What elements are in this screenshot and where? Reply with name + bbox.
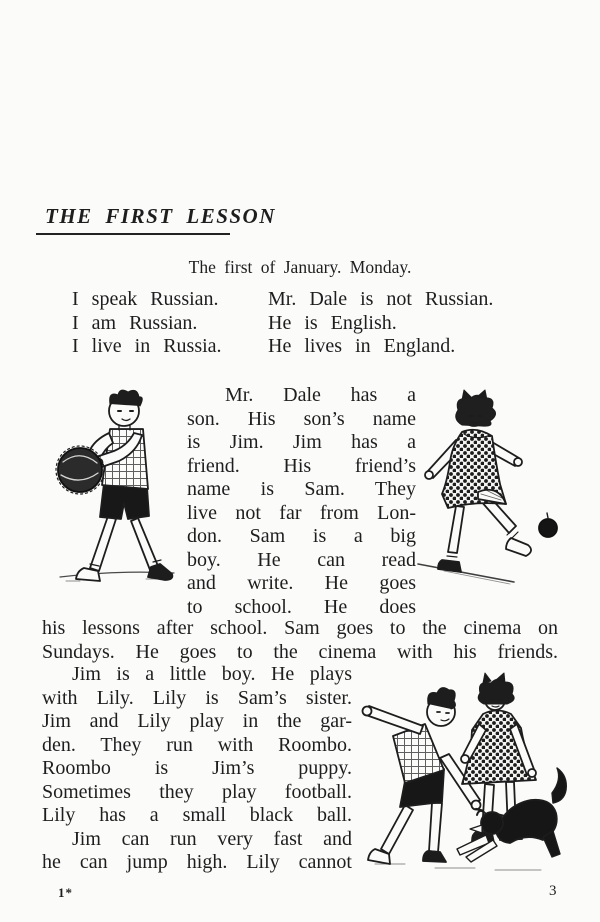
text-line: and write. He goes bbox=[187, 572, 416, 594]
reading-paragraph-left bbox=[42, 663, 352, 875]
illustration-girl-kicking-ball bbox=[414, 388, 566, 594]
drill-line: I am Russian. bbox=[72, 311, 198, 334]
text-line: Sometimes they play football. bbox=[42, 780, 352, 803]
text-line: is Jim. Jim has a bbox=[187, 431, 416, 453]
text-line: Jim is a little boy. He plays bbox=[72, 663, 352, 685]
text-line: Roombo is Jim’s puppy. bbox=[42, 757, 352, 779]
reading-paragraph-wide bbox=[42, 617, 558, 664]
text-line: live not far from Lon- bbox=[187, 501, 416, 524]
drill-line: I live in Russia. bbox=[72, 335, 222, 357]
illustration-boy-with-ball bbox=[46, 384, 196, 596]
text-line: don. Sam is a big bbox=[187, 525, 416, 547]
boy-with-ball-drawing bbox=[46, 384, 196, 596]
text-line: Mr. Dale has a bbox=[225, 384, 416, 406]
page-number: 3 bbox=[549, 883, 557, 899]
title-underline bbox=[36, 233, 230, 235]
dateline: The first of January. Monday. bbox=[188, 257, 412, 277]
children-with-puppy-drawing bbox=[345, 672, 573, 880]
drill-line: I speak Russian. bbox=[72, 288, 219, 310]
text-line: den. They run with Roombo. bbox=[42, 733, 352, 756]
signature-mark: 1* bbox=[58, 885, 73, 900]
text-line: friend. His friend’s bbox=[187, 454, 416, 477]
text-line: Jim can run very fast and bbox=[72, 827, 352, 850]
drill-column-left bbox=[72, 288, 222, 359]
text-line: his lessons after school. Sam goes to the cinema on bbox=[42, 617, 558, 639]
illustration-children-with-puppy bbox=[345, 672, 573, 880]
girl-kicking-ball-drawing bbox=[414, 388, 566, 594]
text-line: to school. He does bbox=[187, 595, 416, 618]
text-line: Sundays. He goes to the cinema with his friends. bbox=[42, 640, 558, 663]
text-line: Lily has a small black ball. bbox=[42, 804, 352, 826]
drill-line: He is English. bbox=[268, 311, 397, 334]
lesson-title: THE FIRST LESSON bbox=[45, 204, 276, 228]
text-line: Jim and Lily play in the gar- bbox=[42, 710, 352, 732]
text-line: son. His son’s name bbox=[187, 407, 416, 430]
reading-paragraph-center bbox=[187, 384, 416, 619]
text-line: with Lily. Lily is Sam’s sister. bbox=[42, 686, 352, 709]
drill-line: Mr. Dale is not Russian. bbox=[268, 288, 494, 310]
text-line: name is Sam. They bbox=[187, 478, 416, 500]
text-line: he can jump high. Lily cannot bbox=[42, 851, 352, 873]
drill-line: He lives in England. bbox=[268, 335, 456, 357]
drill-column-right bbox=[268, 288, 493, 359]
text-line: boy. He can read bbox=[187, 548, 416, 571]
